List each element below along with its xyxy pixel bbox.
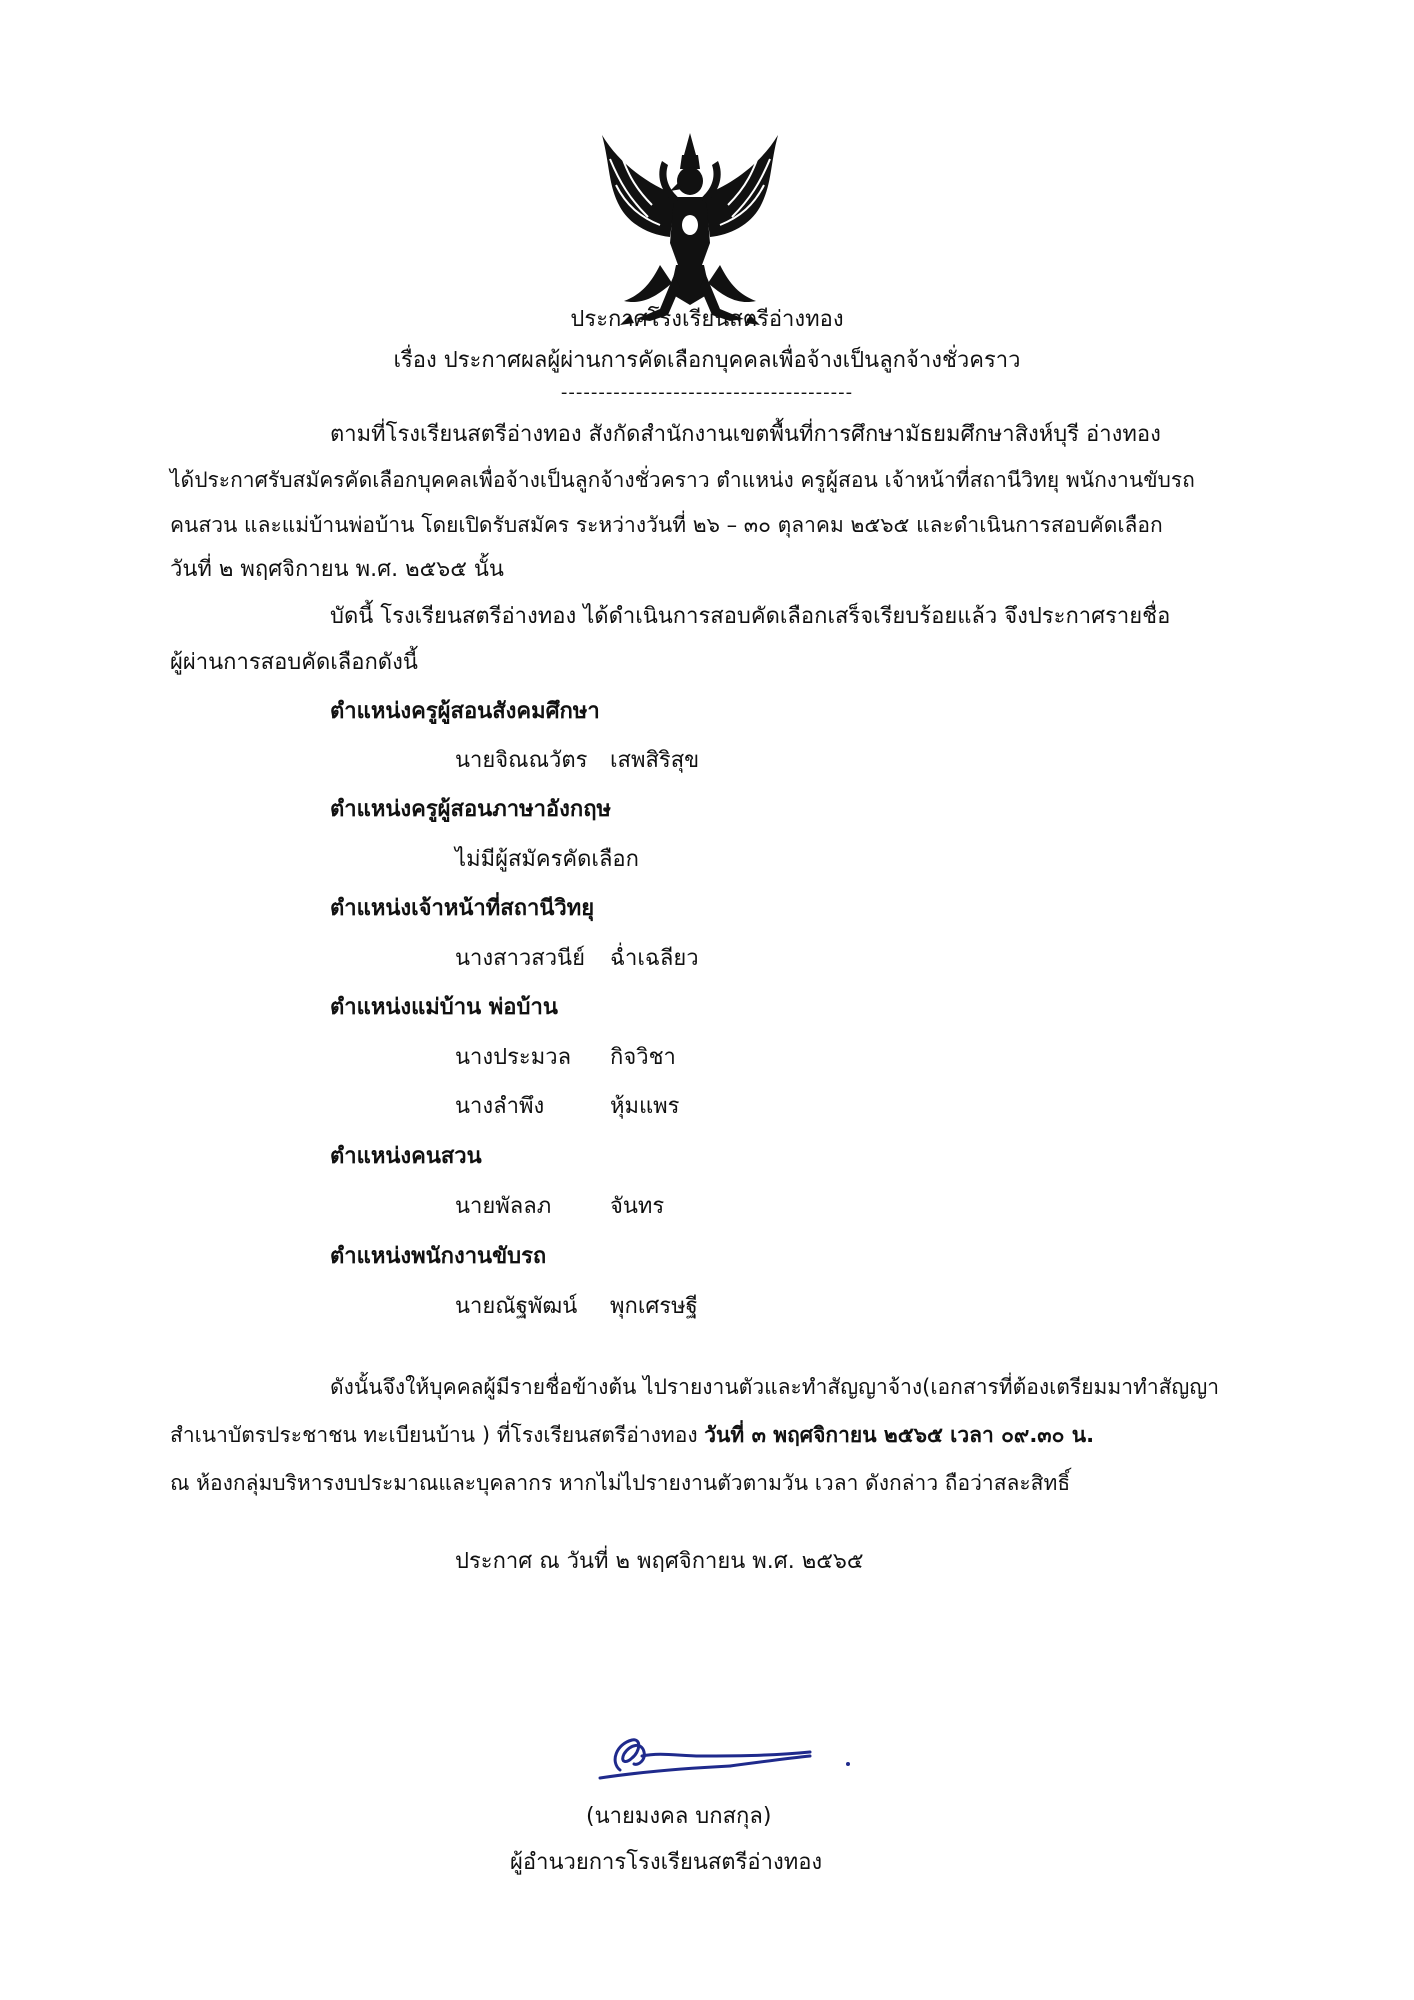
position-title: ตำแหน่งพนักงานขับรถ [330,1244,547,1269]
report-date-time: วันที่ ๓ พฤศจิกายน ๒๕๖๕ เวลา ๐๙.๓๐ น. [704,1423,1095,1447]
announcement-title: ประกาศโรงเรียนสตรีอ่างทอง [570,307,844,332]
announcement-subject: เรื่อง ประกาศผลผู้ผ่านการคัดเลือกบุคคลเพื่อจ้างเป็นลูกจ้างชั่วคราว [393,348,1021,373]
person-last-name: เสพสิริสุข [610,748,700,773]
garuda-emblem-icon [590,125,790,330]
signature-icon [580,1722,870,1782]
position-title: ตำแหน่งคนสวน [330,1144,482,1169]
closing-line3: ณ ห้องกลุ่มบริหารงบประมาณและบุคลากร หากไม่ไปรายงานตัวตามวัน เวลา ดังกล่าว ถือว่าสละสิทธิ์ [170,1471,1071,1495]
person-first-name: นายพัลลภ [455,1194,552,1219]
signer-name: (นายมงคล บกสกุล) [586,1804,772,1829]
position-title: ตำแหน่งครูผู้สอนสังคมศึกษา [330,699,600,724]
para2-line2: ผู้ผ่านการสอบคัดเลือกดังนี้ [170,650,418,675]
para1-line1: ตามที่โรงเรียนสตรีอ่างทอง สังกัดสำนักงานเขตพื้นที่การศึกษามัธยมศึกษาสิงห์บุรี อ่างทอง [330,422,1161,447]
person-last-name: กิจวิชา [610,1045,676,1070]
header-divider: --------------------------------------- [560,382,854,403]
person-first-name: นายจิณณวัตร [455,748,588,773]
announced-date: ประกาศ ณ วันที่ ๒ พฤศจิกายน พ.ศ. ๒๕๖๕ [455,1549,864,1574]
person-first-name: นายณัฐพัฒน์ [455,1294,578,1319]
signer-title: ผู้อำนวยการโรงเรียนสตรีอ่างทอง [510,1850,823,1875]
person-last-name: หุ้มแพร [610,1094,680,1119]
position-title: ตำแหน่งครูผู้สอนภาษาอังกฤษ [330,797,612,822]
position-title: ตำแหน่งเจ้าหน้าที่สถานีวิทยุ [330,896,595,921]
person-last-name: ฉ่ำเฉลียว [610,946,699,971]
closing-line2-text: สำเนาบัตรประชาชน ทะเบียนบ้าน ) ที่โรงเรียนสตรีอ่างทอง [170,1423,705,1447]
person-first-name: นางประมวล [455,1045,572,1070]
para1-line3: คนสวน และแม่บ้านพ่อบ้าน โดยเปิดรับสมัคร ระหว่างวันที่ ๒๖ – ๓๐ ตุลาคม ๒๕๖๕ และดำเนินการสอบคัดเลือก [170,513,1163,537]
closing-line1: ดังนั้นจึงให้บุคคลผู้มีรายชื่อข้างต้น ไปรายงานตัวและทำสัญญาจ้าง(เอกสารที่ต้องเตรียมมาทำสัญญา [330,1375,1220,1399]
person-last-name: จันทร [610,1194,665,1219]
person-first-name: นางลำพึง [455,1094,545,1119]
para2-line1: บัดนี้ โรงเรียนสตรีอ่างทอง ได้ดำเนินการสอบคัดเลือกเสร็จเรียบร้อยแล้ว จึงประกาศรายชื่อ [330,604,1171,629]
no-applicant-note: ไม่มีผู้สมัครคัดเลือก [455,847,639,872]
position-title: ตำแหน่งแม่บ้าน พ่อบ้าน [330,995,558,1020]
person-first-name: นางสาวสวนีย์ [455,946,585,971]
person-last-name: พุกเศรษฐี [610,1294,698,1319]
para1-line2: ได้ประกาศรับสมัครคัดเลือกบุคคลเพื่อจ้างเป็นลูกจ้างชั่วคราว ตำแหน่ง ครูผู้สอน เจ้าหน้าที่สถานีวิทยุ พนักงานขับรถ [170,468,1195,492]
para1-line4: วันที่ ๒ พฤศจิกายน พ.ศ. ๒๕๖๕ นั้น [170,557,504,582]
closing-line2 [170,1420,1094,1450]
